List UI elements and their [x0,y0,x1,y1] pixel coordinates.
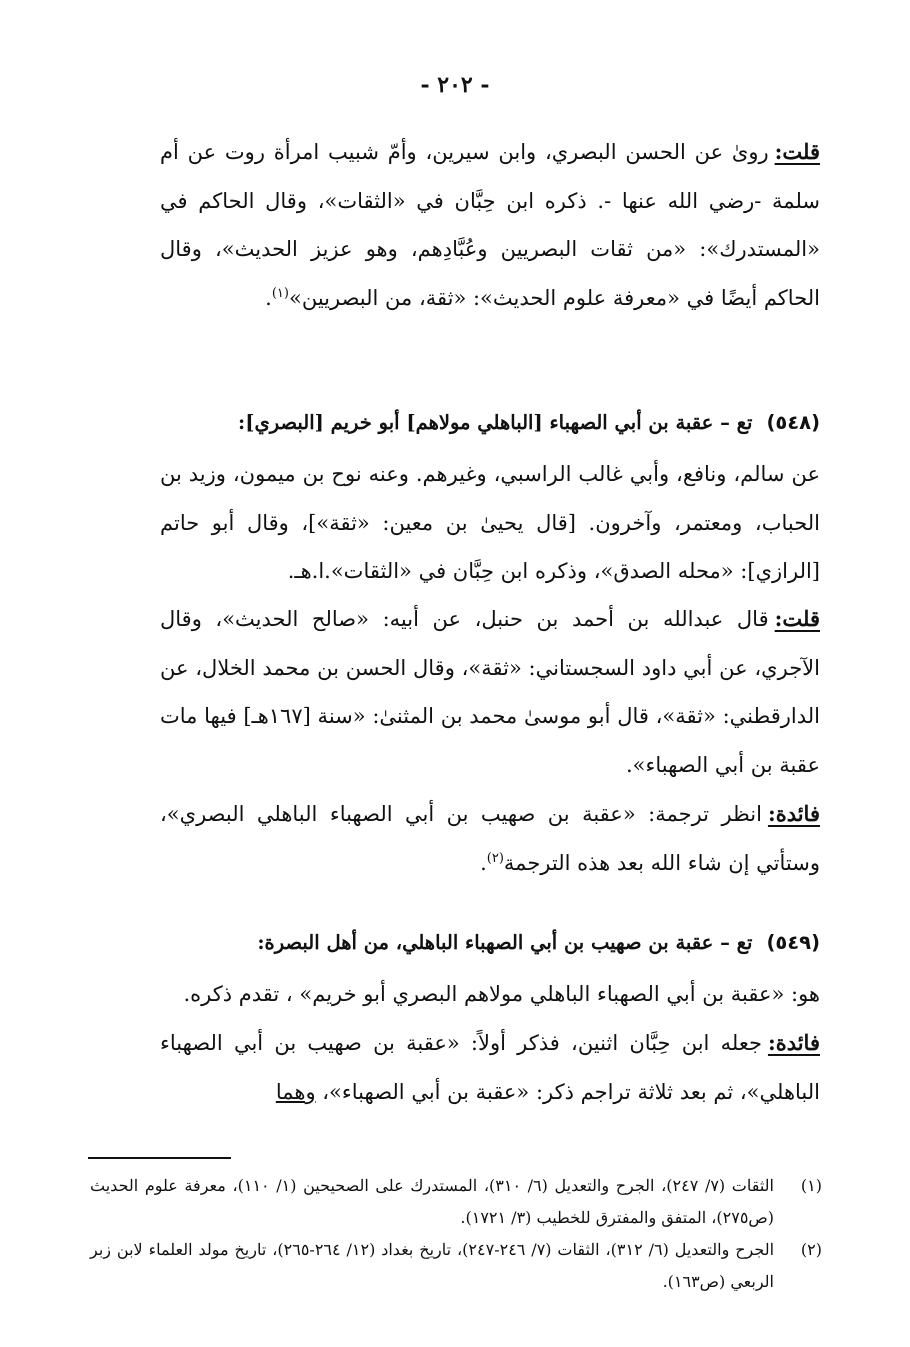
footnotes [90,1170,822,1298]
keyword-qult: قلت: [774,606,820,631]
paragraph-note-2 [160,595,820,789]
paragraph-text: عن سالم، ونافع، وأبي غالب الراسبي، وغيرهم. وعنه نوح بن ميمون، وزيد بن الحباب، ومعتمر، وآخرون. [قال يحيىٰ بن معين: «ثقة»]، وقال أبو حاتم [الرازي]: «محله الصدق»، وذكره ابن حِبَّان في «الثقات».ا.هـ. [160,462,820,583]
entry-title: تع – عقبة بن صهيب بن أبي الصهباء الباهلي، من أهل البصرة: [257,931,753,954]
paragraph-text: هو: «عقبة بن أبي الصهباء الباهلي مولاهم البصري أبو خريم» ، تقدم ذكره. [183,982,820,1006]
paragraph-end: . [480,850,487,875]
footnote-2 [90,1234,822,1298]
entry-title: تع – عقبة بن أبي الصهباء [الباهلي مولاهم] أبو خريم [البصري]: [238,411,753,434]
keyword-faida: فائدة: [767,1030,820,1055]
paragraph-tail: وهما [275,1079,316,1104]
paragraph-entry-549 [160,970,820,1019]
paragraph-benefit-1 [160,790,820,887]
footnote-1 [90,1170,822,1234]
paragraph-note-1 [160,128,820,322]
footnote-ref[interactable]: (٢) [486,850,504,866]
keyword-faida: فائدة: [767,801,820,826]
entry-number: (٥٤٨) [766,411,820,434]
page-number: - ٢٠٢ - [420,72,490,98]
paragraph-text: جعله ابن حِبَّان اثنين، فذكر أولاً: «عقبة بن صهيب بن أبي الصهباء الباهلي»، ثم بعد ثلاثة تراجم ذكر: «عقبة بن أبي الصهباء»، [160,1031,820,1104]
paragraph-text: قال عبدالله بن أحمد بن حنبل، عن أبيه: «صالح الحديث»، وقال الآجري، عن أبي داود السجستاني: «ثقة»، وقال الحسن بن محمد الخلال، عن الدارقطني: «ثقة»، قال أبو موسىٰ محمد بن المثنىٰ: «سنة [١٦٧هـ] فيها مات عقبة بن أبي الصهباء». [160,607,820,777]
paragraph-entry-548 [160,450,820,596]
footnote-number: (١) [800,1176,822,1195]
entry-number: (٥٤٩) [766,931,820,954]
footnote-text: الجرح والتعديل (٦/ ٣١٢)، الثقات (٧/ ٢٤٦-٢٤٧)، تاريخ بغداد (١٢/ ٢٦٤-٢٦٥)، تاريخ مولد العلماء لابن زبر الربعي (ص١٦٣). [90,1240,775,1291]
keyword-qult: قلت: [774,139,820,164]
paragraph-text: روىٰ عن الحسن البصري، وابن سيرين، وأمّ شبيب امرأة روت عن أم سلمة -رضي الله عنها -. ذكره ابن حِبَّان في «الثقات»، وقال الحاكم في «المستدرك»: «من ثقات البصريين وعُبَّادِهم، وهو عزيز الحديث»، وقال الحاكم أيضًا في «معرفة علوم الحديث»: «ثقة، من البصريين» [160,140,820,310]
entry-heading-549 [90,928,820,958]
paragraph-end: . [265,285,272,310]
entry-heading-548 [90,408,820,438]
footnote-number: (٢) [800,1240,822,1259]
paragraph-text: انظر ترجمة: «عقبة بن صهيب بن أبي الصهباء الباهلي البصري»، وستأتي إن شاء الله بعد هذه الترجمة [160,802,820,875]
footnote-ref[interactable]: (١) [271,285,289,301]
paragraph-benefit-2 [160,1019,820,1116]
footnote-text: الثقات (٧/ ٢٤٧)، الجرح والتعديل (٦/ ٣١٠)، المستدرك على الصحيحين (١/ ١١٠)، معرفة علوم الحديث (ص٢٧٥)، المتفق والمفترق للخطيب (٣/ ١٧٢١). [90,1176,774,1227]
footnote-separator [88,1157,231,1159]
